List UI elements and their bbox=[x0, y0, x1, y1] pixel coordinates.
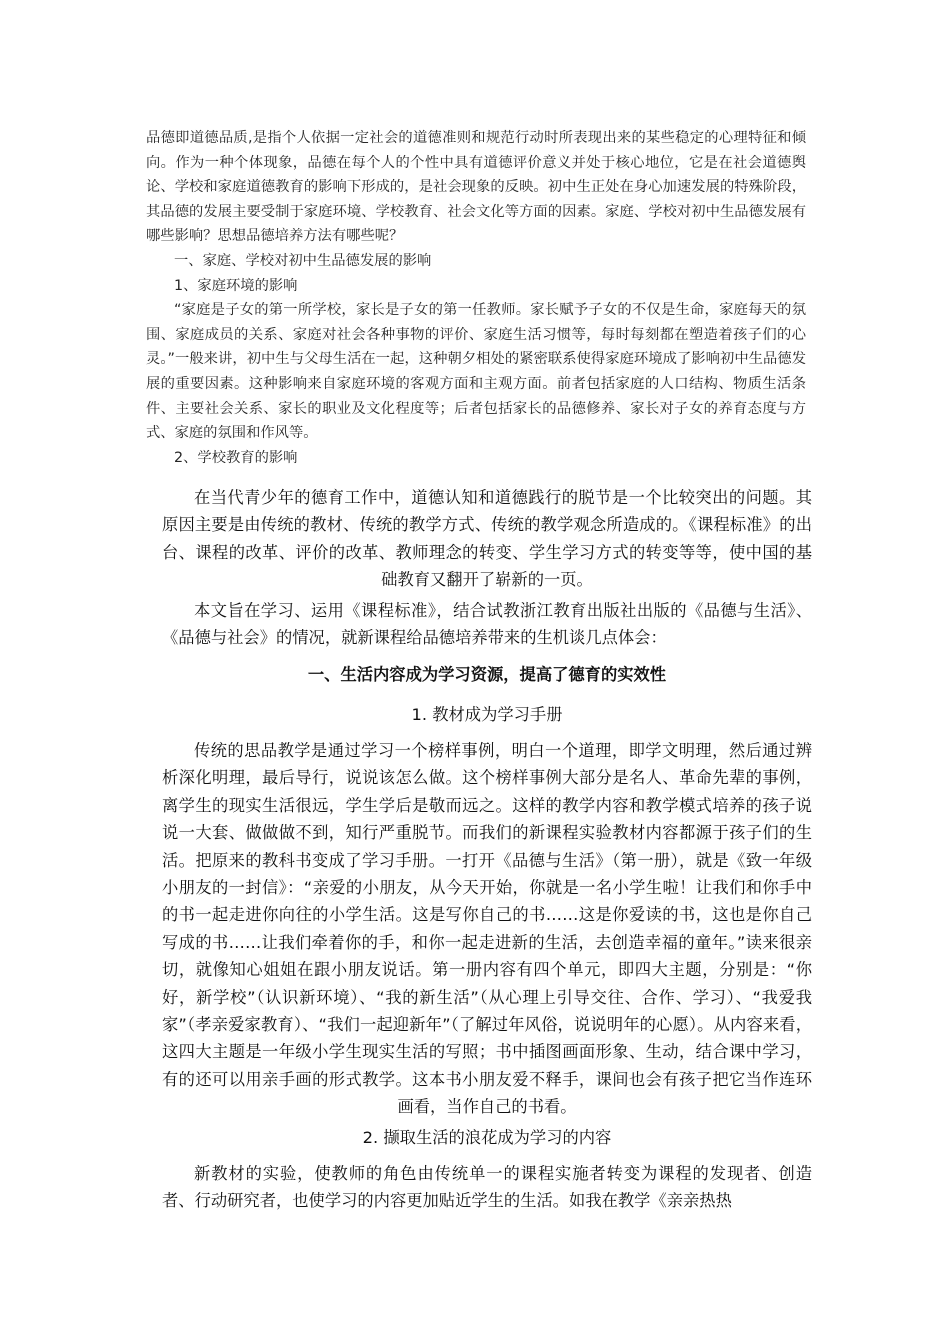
textbook-paragraph: 传统的思品教学是通过学习一个榜样事例，明白一个道理，即学文明理，然后通过辨析深化明理，最后导行，说说该怎么做。这个榜样事例大部分是名人、革命先辈的事例，离学生的现实生活很远，学生学后是敬而远之。这样的教学内容和教学模式培养的孩子说说一大套、做做做不到，知行严重脱节。而我们的新课程实验教材内容都源于孩子们的生活。把原来的教科书变成了学习手册。一打开《品德与生活》（第一册），就是《致一年级小朋友的一封信》：“亲爱的小朋友，从今天开始，你就是一名小学生啦！让我们和你手中的书一起走进你向往的小学生活。这是写你自己的书……这是你爱读的书，这也是你自己写成的书……让我们牵着你的手，和你一起走进新的生活，去创造幸福的童年。”读来很亲切，就像知心姐姐在跟小朋友说话。第一册内容有四个单元，即四大主题，分别是：“你好，新学校”（认识新环境）、“我的新生活”（从心理上引导交往、合作、学习）、“我爱我家”（孝亲爱家教育）、“我们一起迎新年”（了解过年风俗，说说明年的心愿）。从内容来看，这四大主题是一年级小学生现实生活的写照；书中插图画面形象、生动，结合课中学习，有的还可以用亲手画的形式教学。这本书小朋友爱不释手，课间也会有孩子把它当作连环画看，当作自己的书看。 bbox=[162, 741, 812, 1117]
family-environment-paragraph: “家庭是子女的第一所学校，家长是子女的第一任教师。家长赋予子女的不仅是生命，家庭每天的氛围、家庭成员的关系、家庭对社会各种事物的评价、家庭生活习惯等，每时每刻都在塑造着孩子们的心灵。”一般来讲，初中生与父母生活在一起，这种朝夕相处的紧密联系使得家庭环境成了影响初中生品德发展的重要因素。这种影响来自家庭环境的客观方面和主观方面。前者包括家庭的人口结构、物质生活条件、主要社会关系、家长的职业及文化程度等；后者包括家长的品德修养、家长对子女的养育态度与方式、家庭的氛围和作风等。 bbox=[146, 302, 806, 442]
subsection-1-body bbox=[162, 737, 812, 1121]
intro-paragraph: 品德即道德品质,是指个人依据一定社会的道德准则和规范行动时所表现出来的某些稳定的心理特征和倾向。作为一种个体现象，品德在每个人的个性中具有道德评价意义并处于核心地位，它是在社会道德舆论、学校和家庭道德教育的影响下形成的，是社会现象的反映。初中生正处在身心加速发展的特殊阶段，其品德的发展主要受制于家庭环境、学校教育、社会文化等方面的因素。家庭、学校对初中生品德发展有哪些影响？思想品德培养方法有哪些呢？ bbox=[146, 130, 806, 245]
subsection-title-1: 1. 教材成为学习手册 bbox=[411, 705, 563, 724]
purpose-paragraph: 本文旨在学习、运用《课程标准》，结合试教浙江教育出版社出版的《品德与生活》、《品德与社会》的情况，就新课程给品德培养带来的生机谈几点体会： bbox=[162, 601, 812, 648]
heading-family-school-influence: 一、家庭、学校对初中生品德发展的影响 bbox=[174, 252, 432, 269]
subsection-title-2: 2. 撷取生活的浪花成为学习的内容 bbox=[362, 1128, 612, 1147]
heading-family-environment: 1、家庭环境的影响 bbox=[174, 277, 298, 294]
purpose-block bbox=[162, 597, 812, 652]
subsection-2-body bbox=[162, 1160, 812, 1215]
body-intro bbox=[162, 484, 812, 594]
new-textbook-paragraph: 新教材的实验，使教师的角色由传统单一的课程实施者转变为课程的发现者、创造者、行动研究者，也使学习的内容更加贴近学生的生活。如我在教学《亲亲热热 bbox=[162, 1164, 812, 1211]
section-title: 一、生活内容成为学习资源，提高了德育的实效性 bbox=[307, 665, 667, 684]
moral-education-paragraph: 在当代青少年的德育工作中，道德认知和道德践行的脱节是一个比较突出的问题。其原因主要是由传统的教材、传统的教学方式、传统的教学观念所造成的。《课程标准》的出台、课程的改革、评价的改革、教师理念的转变、学生学习方式的转变等等，使中国的基础教育又翻开了崭新的一页。 bbox=[162, 488, 812, 590]
heading-school-education: 2、学校教育的影响 bbox=[174, 449, 298, 466]
intro-section bbox=[146, 126, 806, 470]
